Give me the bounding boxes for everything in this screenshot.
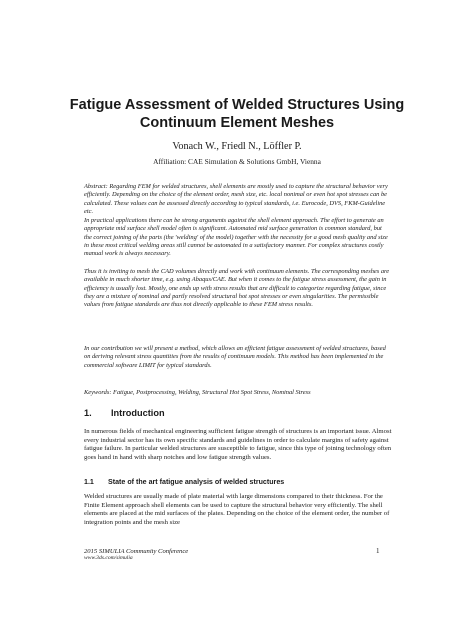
abstract-paragraph-1: Abstract: Regarding FEM for welded structures, shell elements are mostly used to capture the structural behavior very efficiently. Depending on the choice of the element order, mesh size, etc. local nonimal or even hot spot stresses can be calculated. These values can be assessed directly according to typical standards, i.e. Eurocode, DVS, FKM-Guideline etc. [84,183,388,216]
section-title: Introduction [111,408,165,418]
authors: Vonach W., Friedl N., Löffler P. [172,141,302,152]
section-heading-introduction [84,408,165,418]
subsection-number: 1.1 [84,478,94,486]
section-number: 1. [84,408,92,418]
footer-url: www.3ds.com/simulia [84,555,133,562]
page-number: 1 [376,547,380,555]
abstract-paragraph-3: Thus it is inviting to mesh the CAD volumes directly and work with continuum elements. The corresponding meshes are available in much shorter time, e.g. using Abaqus/CAE. But when it comes to the fatigue stress assessment, the gain in efficiency is usually lost. Mostly, one ends up with stress results that are difficult to categorize regarding fatigue, since they are a mixture of nominal and partly resolved structural hot spot stresses or even singularities. The permissible values from fatigue standards are thus not directly applicable to these FEM stress results. [84,268,390,309]
footer-conference: 2015 SIMULIA Community Conference [84,548,189,555]
abstract-paragraph-4: In our contribution we will present a method, which allows an efficient fatigue assessment of welded structures, based on deriving relevant stress quantities from the results of continuum models. This method has been implemented in the commercial software LIMIT for typical standards. [84,345,386,369]
abstract-paragraph-2: In practical applications there can be strong arguments against the shell element approach. The effort to generate an appropriate mid surface shell model often is significant. Automated mid surface generation is common standard, but the correct joining of the parts (the 'welding' of the model) together with the necessity for a good mesh quality and size in these most critical welding areas still cannot be automated in a satisfactory manner. For complex structures costly manual work is always necessary. [84,217,388,258]
keywords: Keywords: Fatigue, Postprocessing, Welding, Structural Hot Spot Stress, Nominal Stress [84,389,311,396]
paper-title [60,96,414,132]
intro-paragraph: In numerous fields of mechanical engineering sufficient fatigue strength of structures is an important issue. Almost every industrial sector has its own specific standards and guidelines in order to calculate margins of safety against fatigue failure. In particular welded structures are susceptible to fatigue, since this type of joining technology often goes hand in hand with sharp notches and low fatigue strength values. [84,428,392,461]
title-line-2: Continuum Element Meshes [139,115,335,131]
title-line-1: Fatigue Assessment of Welded Structures Using [69,97,405,113]
state-of-the-art-paragraph: Welded structures are usually made of plate material with large dimensions compared to their thickness. For the Finite Element approach shell elements can be used to capture the structural behavior very efficiently. The shell elements are placed at the mid surfaces of the plates. Depending on the choice of the element order, the number of integration points and the mesh size [84,493,390,526]
affiliation: Affiliation: CAE Simulation & Solutions GmbH, Vienna [153,157,321,166]
subsection-heading-state-of-the-art [84,478,284,486]
footer [84,548,188,563]
subsection-title: State of the art fatigue analysis of welded structures [108,478,285,486]
